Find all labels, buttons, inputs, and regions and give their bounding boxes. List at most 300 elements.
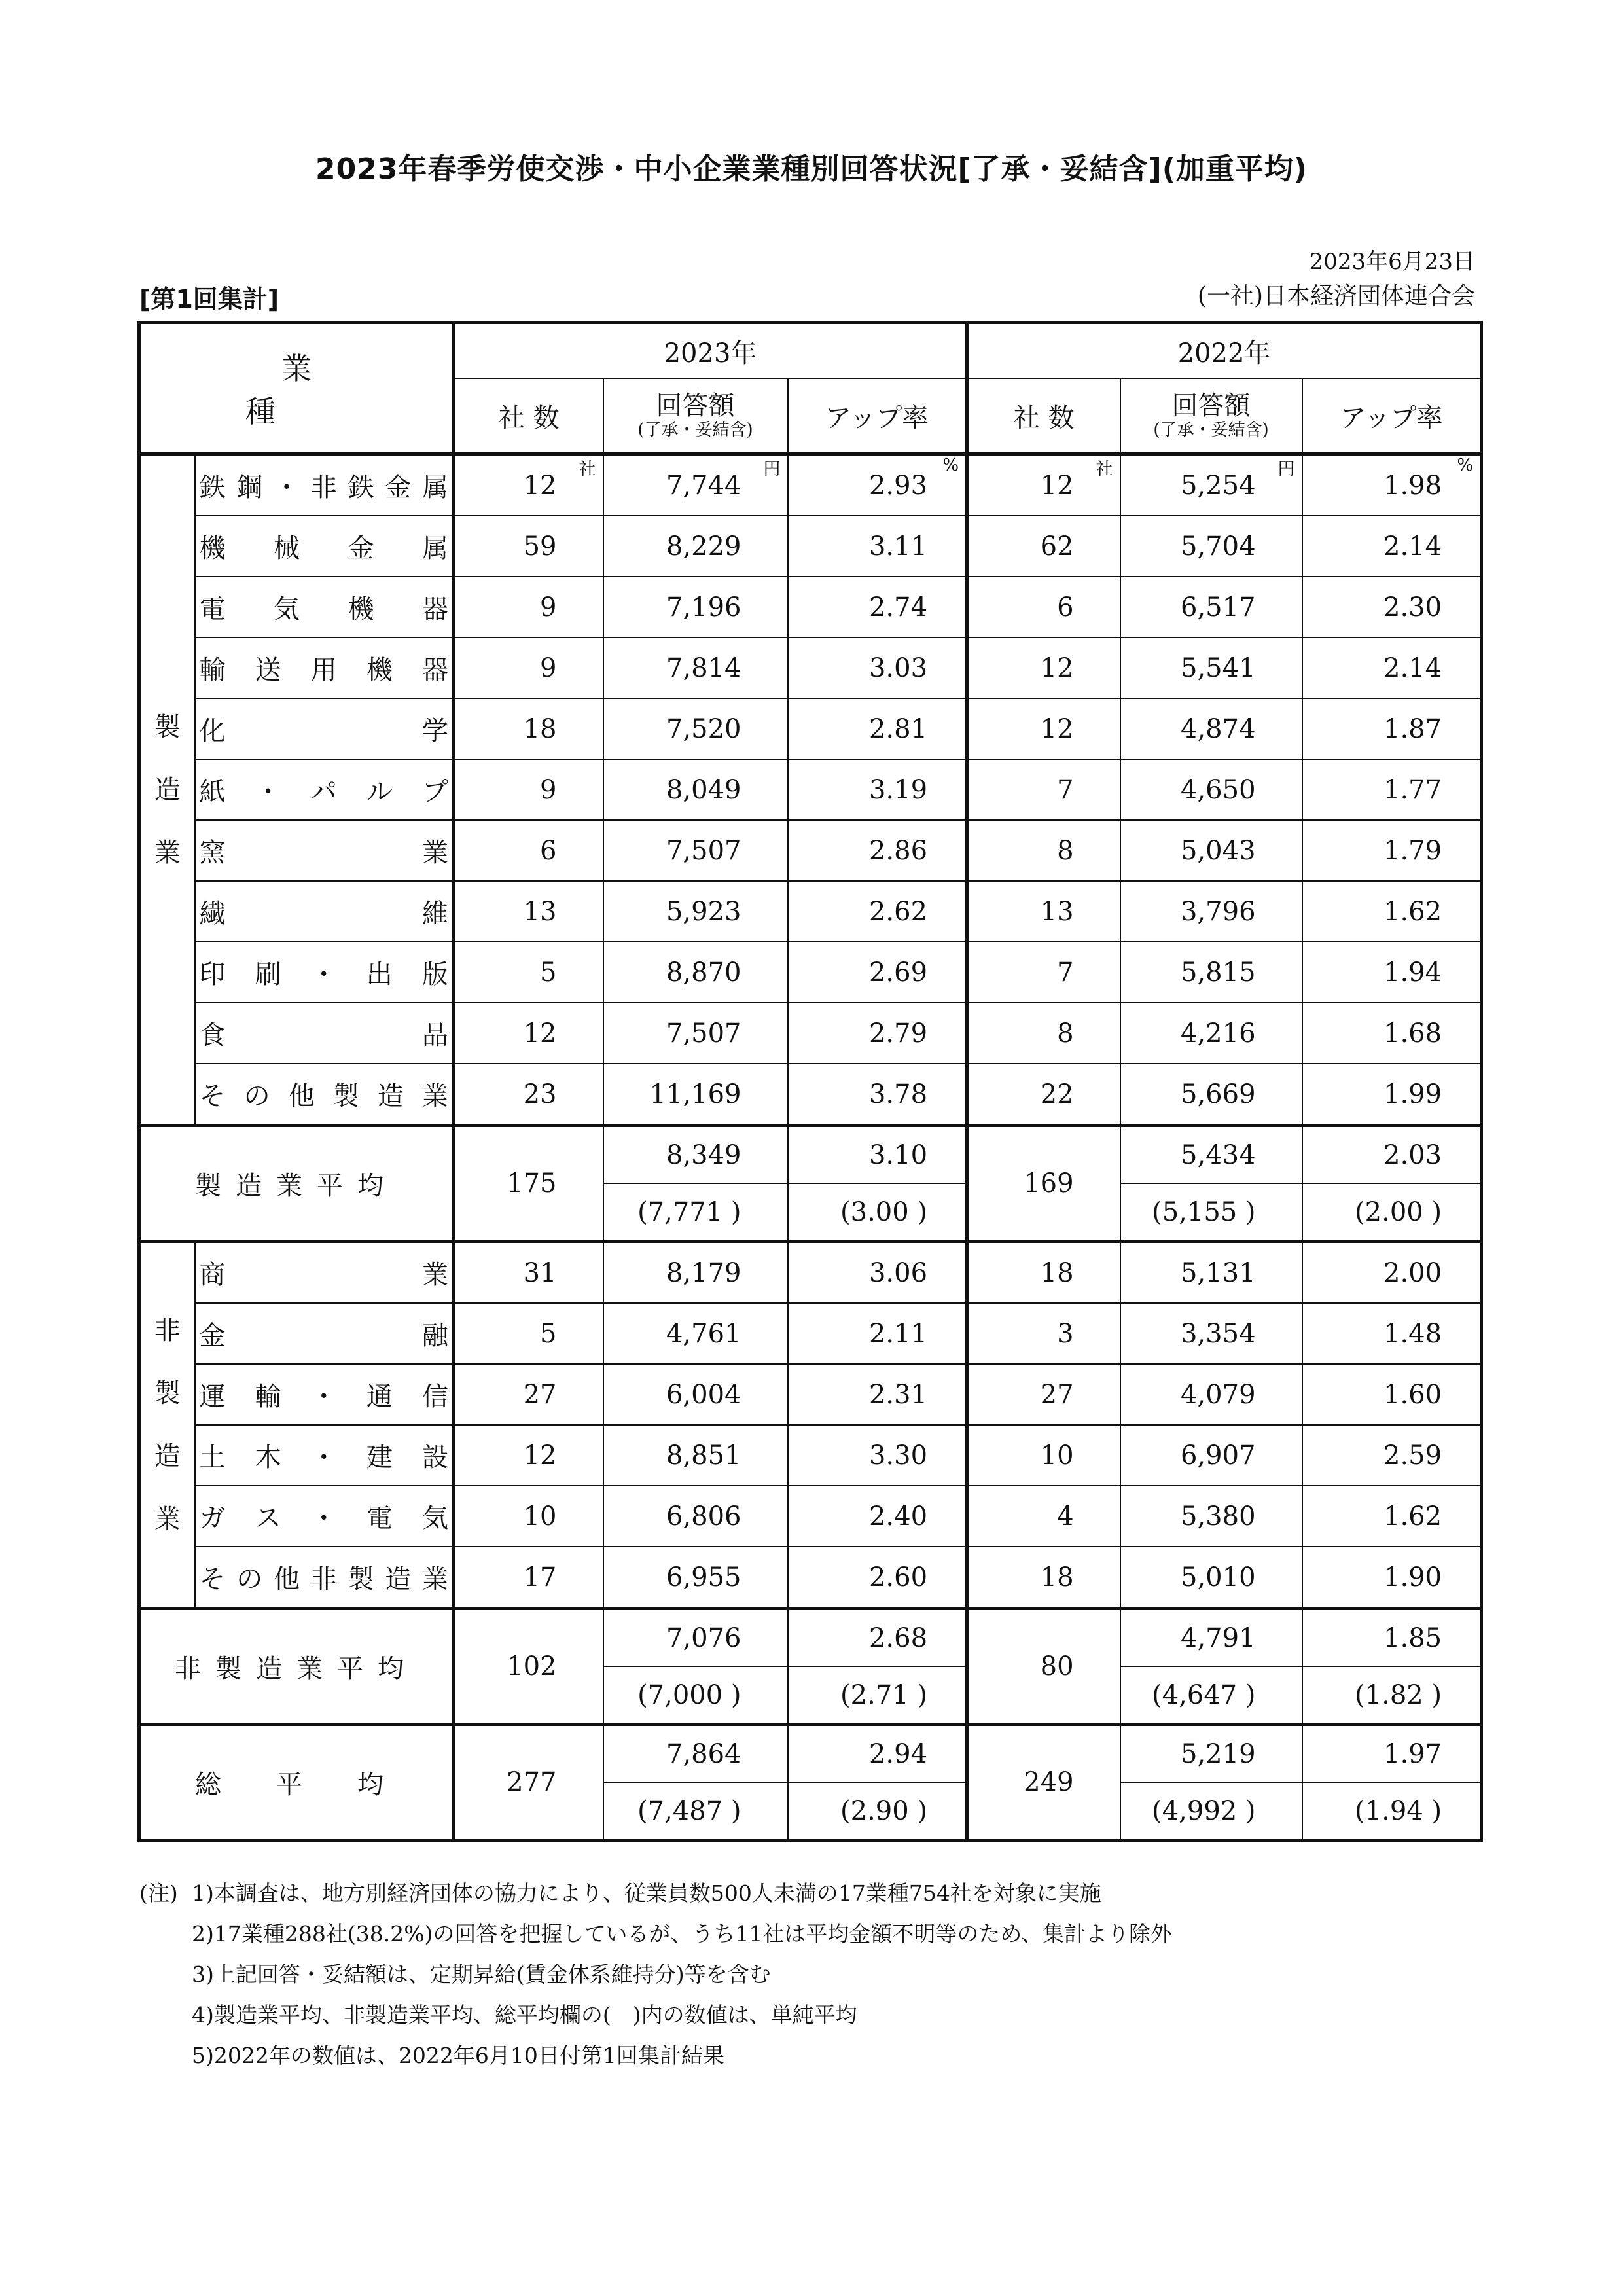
value: 7,814 bbox=[666, 653, 741, 683]
amount-2023 bbox=[603, 759, 788, 820]
value: 7,744 bbox=[666, 470, 741, 501]
value: 1.62 bbox=[1383, 1501, 1442, 1532]
amount-2022 bbox=[1120, 1064, 1302, 1126]
industry-name: 商 業 bbox=[199, 1260, 448, 1290]
average-label: 非製造業平均 bbox=[139, 1609, 454, 1725]
value: 22 bbox=[1040, 1079, 1074, 1109]
value: 9 bbox=[540, 592, 557, 622]
average-companies-2023: 277 bbox=[454, 1725, 603, 1840]
value: 8,229 bbox=[666, 531, 741, 562]
average-rate-2023: 2.68 bbox=[788, 1609, 967, 1667]
amount-2022 bbox=[1120, 637, 1302, 698]
group-label bbox=[139, 1242, 195, 1609]
value: 2.74 bbox=[868, 592, 928, 622]
average-companies-2023: 102 bbox=[454, 1609, 603, 1725]
unit-mark: 円 bbox=[1277, 459, 1295, 479]
group-label-char: 業 bbox=[154, 837, 181, 868]
value: 2.93 bbox=[868, 470, 928, 501]
simple-rate-2023: (2.90 ) bbox=[788, 1782, 967, 1840]
industry-cell bbox=[195, 1486, 454, 1547]
value: 5,254 bbox=[1181, 470, 1256, 501]
value: 18 bbox=[1040, 1562, 1074, 1592]
amount-2022 bbox=[1120, 1547, 1302, 1609]
industry-cell bbox=[195, 1242, 454, 1304]
amount-2023 bbox=[603, 1242, 788, 1304]
industry-name: そ の 他 非 製 造 業 bbox=[199, 1564, 448, 1594]
amount-2023 bbox=[603, 577, 788, 637]
rate-2022 bbox=[1302, 1486, 1482, 1547]
value: 18 bbox=[1040, 1257, 1074, 1288]
rate-2023 bbox=[788, 820, 967, 881]
table-row bbox=[139, 820, 1482, 881]
notes-lead: (注) bbox=[139, 1880, 178, 1906]
value: 18 bbox=[523, 713, 557, 744]
average-companies-2022: 249 bbox=[967, 1725, 1120, 1840]
value: 4,216 bbox=[1181, 1018, 1256, 1049]
table-row bbox=[139, 1003, 1482, 1064]
companies-2022 bbox=[967, 1425, 1120, 1486]
value: 2.86 bbox=[868, 835, 928, 866]
value: 6,004 bbox=[666, 1379, 741, 1410]
value: 2.69 bbox=[868, 957, 928, 988]
amount-2023 bbox=[603, 698, 788, 759]
companies-2023 bbox=[454, 1242, 603, 1304]
value: 6 bbox=[1057, 592, 1074, 622]
companies-2022 bbox=[967, 1486, 1120, 1547]
table-row bbox=[139, 1486, 1482, 1547]
rate-2022 bbox=[1302, 1425, 1482, 1486]
value: 5,815 bbox=[1181, 957, 1256, 988]
industry-name: 窯 業 bbox=[199, 838, 448, 868]
average-rate-2023: 3.10 bbox=[788, 1126, 967, 1184]
amount-2022 bbox=[1120, 698, 1302, 759]
amount-2023 bbox=[603, 1547, 788, 1609]
rate-2022 bbox=[1302, 881, 1482, 942]
average-amount-2023: 7,864 bbox=[603, 1725, 788, 1783]
note-item: 3)上記回答・妥結額は、定期昇給(賃金体系維持分)等を含む bbox=[192, 1962, 771, 1987]
value: 13 bbox=[1040, 896, 1074, 927]
simple-rate-2022: (1.94 ) bbox=[1302, 1782, 1482, 1840]
industry-name: 輸 送 用 機 器 bbox=[199, 655, 448, 685]
simple-amount-2022: (4,992 ) bbox=[1120, 1782, 1302, 1840]
amount-2022 bbox=[1120, 516, 1302, 577]
table-row bbox=[139, 577, 1482, 637]
value: 3,796 bbox=[1181, 896, 1256, 927]
value: 11,169 bbox=[649, 1079, 741, 1109]
companies-2023 bbox=[454, 698, 603, 759]
organization: (一社)日本経済団体連合会 bbox=[1197, 283, 1475, 310]
table-row bbox=[139, 454, 1482, 516]
value: 5,541 bbox=[1181, 653, 1256, 683]
simple-amount-2022: (4,647 ) bbox=[1120, 1666, 1302, 1725]
amount-2022 bbox=[1120, 577, 1302, 637]
value: 3.03 bbox=[868, 653, 928, 683]
value: 7,507 bbox=[666, 1018, 741, 1049]
rate-2022 bbox=[1302, 516, 1482, 577]
note-item: 4)製造業平均、非製造業平均、総平均欄の( )内の数値は、単純平均 bbox=[192, 2002, 857, 2028]
rate-2023 bbox=[788, 577, 967, 637]
value: 3.30 bbox=[868, 1440, 928, 1471]
simple-amount-2022: (5,155 ) bbox=[1120, 1183, 1302, 1242]
average-companies-2023: 175 bbox=[454, 1126, 603, 1242]
note-item: 2)17業種288社(38.2%)の回答を把握しているが、うち11社は平均金額不明等のため、集計より除外 bbox=[192, 1921, 1173, 1946]
amount-2022 bbox=[1120, 942, 1302, 1003]
rate-2023 bbox=[788, 1425, 967, 1486]
rate-2023 bbox=[788, 454, 967, 516]
industry-name: 化 学 bbox=[199, 716, 448, 746]
value: 4 bbox=[1057, 1501, 1074, 1532]
group-label-char: 非 bbox=[154, 1316, 181, 1346]
value: 8 bbox=[1057, 1018, 1074, 1049]
value: 2.14 bbox=[1383, 531, 1442, 562]
industry-cell bbox=[195, 1303, 454, 1364]
simple-amount-2023: (7,771 ) bbox=[603, 1183, 788, 1242]
value: 13 bbox=[523, 896, 557, 927]
header-companies-2023: 社 数 bbox=[454, 378, 603, 454]
amount-2023 bbox=[603, 1064, 788, 1126]
amount-2023 bbox=[603, 942, 788, 1003]
companies-2022 bbox=[967, 577, 1120, 637]
value: 2.31 bbox=[868, 1379, 928, 1410]
value: 1.62 bbox=[1383, 896, 1442, 927]
table-row bbox=[139, 881, 1482, 942]
amount-2022 bbox=[1120, 1486, 1302, 1547]
value: 4,079 bbox=[1181, 1379, 1256, 1410]
value: 2.81 bbox=[868, 713, 928, 744]
simple-rate-2022: (2.00 ) bbox=[1302, 1183, 1482, 1242]
value: 8,179 bbox=[666, 1257, 741, 1288]
value: 27 bbox=[1040, 1379, 1074, 1410]
rate-2022 bbox=[1302, 759, 1482, 820]
value: 2.14 bbox=[1383, 653, 1442, 683]
value: 7 bbox=[1057, 957, 1074, 988]
unit-mark: 社 bbox=[1096, 459, 1113, 479]
average-rate-2022: 1.97 bbox=[1302, 1725, 1482, 1783]
industry-name: 電 気 機 器 bbox=[199, 594, 448, 624]
industry-cell bbox=[195, 698, 454, 759]
value: 5 bbox=[540, 957, 557, 988]
amount-2022 bbox=[1120, 1242, 1302, 1304]
industry-cell bbox=[195, 516, 454, 577]
value: 2.30 bbox=[1383, 592, 1442, 622]
notes bbox=[139, 1873, 1172, 2076]
value: 2.40 bbox=[868, 1501, 928, 1532]
value: 2.11 bbox=[868, 1318, 928, 1349]
average-label: 製造業平均 bbox=[139, 1126, 454, 1242]
industry-cell bbox=[195, 1425, 454, 1486]
table-row bbox=[139, 1303, 1482, 1364]
value: 10 bbox=[523, 1501, 557, 1532]
rate-2023 bbox=[788, 1064, 967, 1126]
industry-cell bbox=[195, 637, 454, 698]
value: 12 bbox=[523, 1018, 557, 1049]
rate-2023 bbox=[788, 1486, 967, 1547]
unit-mark: % bbox=[942, 456, 959, 475]
companies-2023 bbox=[454, 637, 603, 698]
amount-2023 bbox=[603, 637, 788, 698]
companies-2023 bbox=[454, 1547, 603, 1609]
table-row bbox=[139, 637, 1482, 698]
companies-2022 bbox=[967, 1303, 1120, 1364]
amount-2023 bbox=[603, 1364, 788, 1425]
industry-cell bbox=[195, 1064, 454, 1126]
value: 6 bbox=[540, 835, 557, 866]
industry-cell bbox=[195, 759, 454, 820]
industry-name: 機 械 金 属 bbox=[199, 533, 448, 564]
value: 1.79 bbox=[1383, 835, 1442, 866]
amount-2022 bbox=[1120, 454, 1302, 516]
value: 1.48 bbox=[1383, 1318, 1442, 1349]
rate-2023 bbox=[788, 759, 967, 820]
value: 1.99 bbox=[1383, 1079, 1442, 1109]
table-row bbox=[139, 1242, 1482, 1304]
value: 17 bbox=[523, 1562, 557, 1592]
value: 2.00 bbox=[1383, 1257, 1442, 1288]
unit-mark: 社 bbox=[579, 459, 596, 479]
group-label-char: 造 bbox=[154, 774, 181, 805]
industry-name: 繊 維 bbox=[199, 899, 448, 929]
average-rate-2022: 2.03 bbox=[1302, 1126, 1482, 1184]
value: 6,517 bbox=[1181, 592, 1256, 622]
average-amount-2022: 5,219 bbox=[1120, 1725, 1302, 1783]
rate-2022 bbox=[1302, 820, 1482, 881]
average-row bbox=[139, 1725, 1482, 1783]
amount-2022 bbox=[1120, 1003, 1302, 1064]
note-item: 1)本調査は、地方別経済団体の協力により、従業員数500人未満の17業種754社を対象に実施 bbox=[192, 1880, 1101, 1906]
value: 3.78 bbox=[868, 1079, 928, 1109]
rate-2023 bbox=[788, 698, 967, 759]
value: 5,131 bbox=[1181, 1257, 1256, 1288]
value: 1.94 bbox=[1383, 957, 1442, 988]
value: 8 bbox=[1057, 835, 1074, 866]
companies-2022 bbox=[967, 516, 1120, 577]
value: 3,354 bbox=[1181, 1318, 1256, 1349]
value: 7,520 bbox=[666, 713, 741, 744]
amount-2023 bbox=[603, 881, 788, 942]
companies-2022 bbox=[967, 1003, 1120, 1064]
rate-2022 bbox=[1302, 1303, 1482, 1364]
industry-cell bbox=[195, 1003, 454, 1064]
average-amount-2023: 8,349 bbox=[603, 1126, 788, 1184]
average-row bbox=[139, 1126, 1482, 1184]
rate-2023 bbox=[788, 1003, 967, 1064]
companies-2022 bbox=[967, 698, 1120, 759]
amount-2023 bbox=[603, 1425, 788, 1486]
simple-rate-2023: (3.00 ) bbox=[788, 1183, 967, 1242]
industry-name: 運 輸 ・ 通 信 bbox=[199, 1382, 448, 1412]
table-row bbox=[139, 1547, 1482, 1609]
companies-2023 bbox=[454, 881, 603, 942]
industry-cell bbox=[195, 1547, 454, 1609]
table-row bbox=[139, 516, 1482, 577]
group-label-char: 造 bbox=[154, 1441, 181, 1471]
average-companies-2022: 80 bbox=[967, 1609, 1120, 1725]
value: 3.19 bbox=[868, 774, 928, 805]
industry-cell bbox=[195, 1364, 454, 1425]
value: 5,380 bbox=[1181, 1501, 1256, 1532]
value: 1.68 bbox=[1383, 1018, 1442, 1049]
header-industry: 業 種 bbox=[139, 323, 454, 454]
amount-2022 bbox=[1120, 881, 1302, 942]
industry-name: 鉄 鋼 ・ 非 鉄 金 属 bbox=[199, 473, 448, 503]
companies-2023 bbox=[454, 942, 603, 1003]
value: 6,806 bbox=[666, 1501, 741, 1532]
companies-2023 bbox=[454, 1425, 603, 1486]
value: 7,507 bbox=[666, 835, 741, 866]
value: 6,955 bbox=[666, 1562, 741, 1592]
rate-2022 bbox=[1302, 1242, 1482, 1304]
unit-mark: % bbox=[1457, 456, 1474, 475]
value: 5,704 bbox=[1181, 531, 1256, 562]
page-title: 2023年春季労使交渉・中小企業業種別回答状況[了承・妥結含](加重平均) bbox=[315, 152, 1308, 186]
rate-2022 bbox=[1302, 454, 1482, 516]
amount-2022 bbox=[1120, 1364, 1302, 1425]
value: 5,043 bbox=[1181, 835, 1256, 866]
rate-2023 bbox=[788, 637, 967, 698]
average-rate-2022: 1.85 bbox=[1302, 1609, 1482, 1667]
value: 4,761 bbox=[666, 1318, 741, 1349]
table-row bbox=[139, 1425, 1482, 1486]
value: 2.62 bbox=[868, 896, 928, 927]
rate-2022 bbox=[1302, 698, 1482, 759]
value: 27 bbox=[523, 1379, 557, 1410]
companies-2023 bbox=[454, 1064, 603, 1126]
table-row bbox=[139, 698, 1482, 759]
value: 5,010 bbox=[1181, 1562, 1256, 1592]
table-row bbox=[139, 942, 1482, 1003]
value: 8,870 bbox=[666, 957, 741, 988]
report-date: 2023年6月23日 bbox=[1309, 249, 1475, 275]
header-2023: 2023年 bbox=[454, 323, 967, 379]
value: 1.60 bbox=[1383, 1379, 1442, 1410]
average-amount-2022: 5,434 bbox=[1120, 1126, 1302, 1184]
value: 12 bbox=[1040, 713, 1074, 744]
value: 1.87 bbox=[1383, 713, 1442, 744]
simple-amount-2023: (7,000 ) bbox=[603, 1666, 788, 1725]
header-rate-2022: アップ率 bbox=[1302, 378, 1482, 454]
header-rate-2023: アップ率 bbox=[788, 378, 967, 454]
companies-2023 bbox=[454, 1303, 603, 1364]
rate-2022 bbox=[1302, 1364, 1482, 1425]
average-label: 総 平 均 bbox=[139, 1725, 454, 1840]
header-amount-2022: 回答額 (了承・妥結含) bbox=[1120, 378, 1302, 454]
average-amount-2022: 4,791 bbox=[1120, 1609, 1302, 1667]
table-row bbox=[139, 1364, 1482, 1425]
value: 59 bbox=[523, 531, 557, 562]
value: 12 bbox=[523, 1440, 557, 1471]
industry-cell bbox=[195, 577, 454, 637]
value: 2.59 bbox=[1383, 1440, 1442, 1471]
amount-2023 bbox=[603, 820, 788, 881]
rate-2023 bbox=[788, 1364, 967, 1425]
industry-name: 食 品 bbox=[199, 1020, 448, 1050]
industry-name: 紙 ・ パ ル プ bbox=[199, 777, 448, 807]
value: 3.06 bbox=[868, 1257, 928, 1288]
average-row bbox=[139, 1609, 1482, 1667]
companies-2022 bbox=[967, 1064, 1120, 1126]
note-item: 5)2022年の数値は、2022年6月10日付第1回集計結果 bbox=[192, 2043, 724, 2068]
value: 1.77 bbox=[1383, 774, 1442, 805]
header-companies-2022: 社 数 bbox=[967, 378, 1120, 454]
rate-2023 bbox=[788, 1242, 967, 1304]
value: 23 bbox=[523, 1079, 557, 1109]
companies-2022 bbox=[967, 1242, 1120, 1304]
header-amount-2023: 回答額 (了承・妥結含) bbox=[603, 378, 788, 454]
companies-2023 bbox=[454, 454, 603, 516]
rate-2022 bbox=[1302, 1003, 1482, 1064]
value: 5,923 bbox=[666, 896, 741, 927]
value: 3 bbox=[1057, 1318, 1074, 1349]
industry-name: ガ ス ・ 電 気 bbox=[199, 1503, 448, 1534]
industry-name: 土 木 ・ 建 設 bbox=[199, 1443, 448, 1473]
rate-2022 bbox=[1302, 577, 1482, 637]
amount-2022 bbox=[1120, 759, 1302, 820]
companies-2023 bbox=[454, 516, 603, 577]
companies-2022 bbox=[967, 820, 1120, 881]
value: 3.11 bbox=[868, 531, 928, 562]
companies-2023 bbox=[454, 1486, 603, 1547]
rate-2023 bbox=[788, 1547, 967, 1609]
unit-mark: 円 bbox=[763, 459, 781, 479]
table-row bbox=[139, 759, 1482, 820]
value: 1.90 bbox=[1383, 1562, 1442, 1592]
group-label-char: 製 bbox=[154, 711, 181, 742]
simple-rate-2023: (2.71 ) bbox=[788, 1666, 967, 1725]
simple-rate-2022: (1.82 ) bbox=[1302, 1666, 1482, 1725]
simple-amount-2023: (7,487 ) bbox=[603, 1782, 788, 1840]
industry-cell bbox=[195, 454, 454, 516]
companies-2022 bbox=[967, 942, 1120, 1003]
wage-table bbox=[137, 321, 1483, 1842]
companies-2022 bbox=[967, 1547, 1120, 1609]
value: 1.98 bbox=[1383, 470, 1442, 501]
amount-2022 bbox=[1120, 820, 1302, 881]
amount-2022 bbox=[1120, 1425, 1302, 1486]
value: 8,049 bbox=[666, 774, 741, 805]
value: 12 bbox=[1040, 470, 1074, 501]
companies-2022 bbox=[967, 759, 1120, 820]
group-label-char: 業 bbox=[154, 1504, 181, 1534]
companies-2022 bbox=[967, 454, 1120, 516]
companies-2023 bbox=[454, 1003, 603, 1064]
amount-2023 bbox=[603, 454, 788, 516]
average-companies-2022: 169 bbox=[967, 1126, 1120, 1242]
group-label-char: 製 bbox=[154, 1378, 181, 1408]
average-amount-2023: 7,076 bbox=[603, 1609, 788, 1667]
rate-2022 bbox=[1302, 1547, 1482, 1609]
industry-name: 印 刷 ・ 出 版 bbox=[199, 960, 448, 990]
rate-2022 bbox=[1302, 637, 1482, 698]
value: 8,851 bbox=[666, 1440, 741, 1471]
companies-2022 bbox=[967, 881, 1120, 942]
amount-2023 bbox=[603, 516, 788, 577]
value: 4,650 bbox=[1181, 774, 1256, 805]
tally-label: [第1回集計] bbox=[139, 285, 279, 314]
rate-2023 bbox=[788, 1303, 967, 1364]
value: 6,907 bbox=[1181, 1440, 1256, 1471]
industry-cell bbox=[195, 942, 454, 1003]
rate-2023 bbox=[788, 942, 967, 1003]
header-2022: 2022年 bbox=[967, 323, 1482, 379]
amount-2023 bbox=[603, 1486, 788, 1547]
rate-2023 bbox=[788, 516, 967, 577]
amount-2022 bbox=[1120, 1303, 1302, 1364]
value: 4,874 bbox=[1181, 713, 1256, 744]
average-rate-2023: 2.94 bbox=[788, 1725, 967, 1783]
amount-2023 bbox=[603, 1303, 788, 1364]
value: 7,196 bbox=[666, 592, 741, 622]
companies-2022 bbox=[967, 1364, 1120, 1425]
